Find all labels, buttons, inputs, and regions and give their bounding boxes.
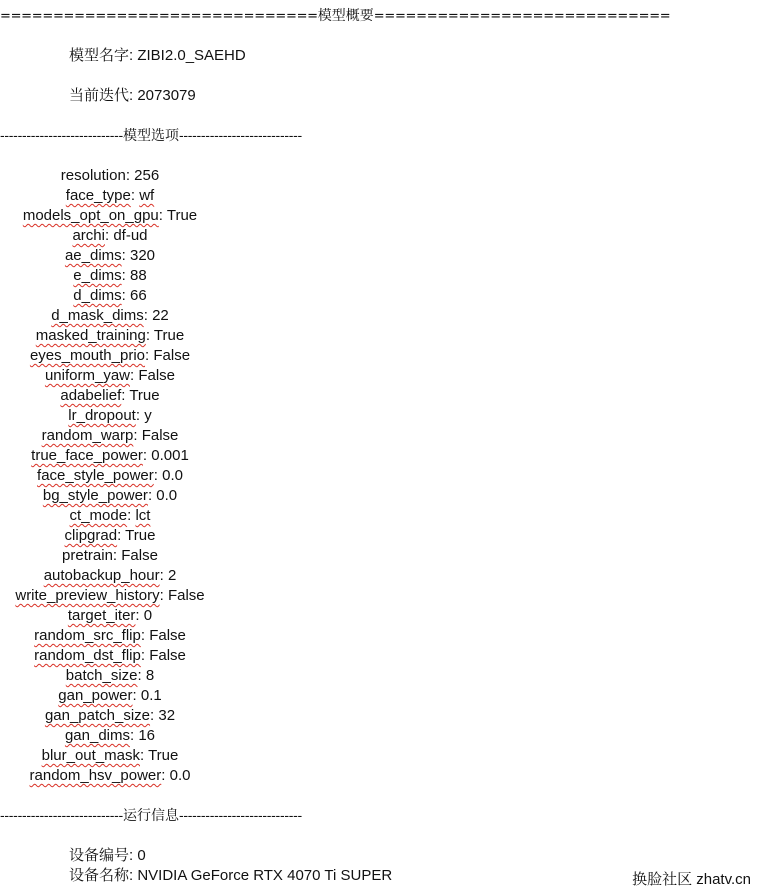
option-value: 88	[130, 267, 147, 284]
option-row	[0, 306, 220, 326]
option-row	[0, 666, 220, 686]
option-colon: :	[147, 487, 157, 504]
option-row	[0, 486, 220, 506]
option-value: True	[153, 327, 185, 344]
option-value: wf	[139, 187, 155, 204]
option-key: d_dims	[73, 287, 122, 304]
option-value: 16	[138, 727, 156, 744]
option-value: 22	[152, 307, 169, 324]
separator-right: ----------------------------	[178, 809, 302, 824]
option-colon: :	[158, 207, 167, 224]
device-index-row	[69, 846, 146, 866]
option-row	[0, 546, 220, 566]
separator-right: ----------------------------	[178, 129, 302, 144]
option-colon: :	[153, 467, 163, 484]
device-name-value: NVIDIA GeForce RTX 4070 Ti SUPER	[137, 867, 393, 884]
option-colon: :	[161, 767, 170, 784]
option-key: random_hsv_power	[29, 767, 162, 784]
option-value: 0	[143, 607, 153, 624]
current-iter-value: 2073079	[137, 87, 196, 104]
option-row	[0, 686, 220, 706]
option-row	[0, 186, 220, 206]
option-value: 0.0	[156, 487, 178, 504]
option-key: masked_training	[35, 327, 146, 344]
option-value: False	[149, 627, 186, 644]
model-name-label: 模型名字:	[69, 47, 134, 64]
option-colon: :	[145, 327, 154, 344]
option-value: False	[167, 587, 205, 604]
option-row	[0, 606, 220, 626]
option-row	[0, 766, 220, 786]
option-value: False	[153, 347, 191, 364]
option-colon: :	[142, 447, 152, 464]
option-colon: :	[130, 367, 139, 384]
separator-left: ==============================	[0, 9, 318, 24]
option-row	[0, 646, 220, 666]
option-row	[0, 446, 220, 466]
option-value: 256	[134, 167, 160, 184]
option-row	[0, 286, 220, 306]
options-separator	[0, 126, 302, 146]
option-value: True	[148, 747, 179, 764]
option-key: gan_patch_size	[44, 707, 151, 724]
option-colon: :	[130, 727, 139, 744]
option-value: False	[149, 647, 186, 664]
separator-left: ----------------------------	[0, 129, 123, 144]
option-key: uniform_yaw	[44, 367, 130, 384]
option-value: df-ud	[113, 227, 148, 244]
option-key: eyes_mouth_prio	[29, 347, 146, 364]
current-iter-row	[69, 86, 196, 106]
option-row	[0, 166, 220, 186]
option-row	[0, 426, 220, 446]
option-key: clipgrad	[64, 527, 118, 544]
option-row	[0, 406, 220, 426]
option-value: 32	[158, 707, 176, 724]
option-row	[0, 226, 220, 246]
option-key: gan_dims	[64, 727, 130, 744]
option-key: target_iter	[67, 607, 136, 624]
option-value: 8	[145, 667, 155, 684]
option-colon: :	[150, 707, 159, 724]
option-row	[0, 566, 220, 586]
option-key: ae_dims	[64, 247, 122, 264]
option-key: autobackup_hour	[43, 567, 160, 584]
option-colon: :	[135, 407, 145, 424]
option-value: True	[129, 387, 160, 404]
option-key: true_face_power	[31, 447, 143, 464]
option-value: 0.001	[151, 447, 189, 464]
option-row	[0, 626, 220, 646]
option-colon: :	[133, 427, 142, 444]
option-colon: :	[121, 387, 130, 404]
option-key: lr_dropout	[68, 407, 136, 424]
runtime-title: 运行信息	[122, 808, 179, 824]
option-colon: :	[159, 587, 168, 604]
option-key: d_mask_dims	[51, 307, 144, 324]
option-key: archi	[72, 227, 105, 244]
current-iter-label: 当前迭代:	[69, 87, 134, 104]
option-colon: :	[121, 287, 130, 304]
option-key: adabelief	[60, 387, 122, 404]
option-value: 2	[167, 567, 177, 584]
option-key: e_dims	[73, 267, 122, 284]
option-key: pretrain	[62, 547, 113, 564]
option-colon: :	[132, 687, 141, 704]
option-key: gan_power	[58, 687, 133, 704]
option-value: True	[166, 207, 198, 224]
option-colon: :	[137, 667, 146, 684]
option-row	[0, 386, 220, 406]
watermark: 换脸社区 zhatv.cn	[632, 871, 751, 888]
option-colon: :	[140, 627, 150, 644]
option-row	[0, 346, 220, 366]
option-value: True	[125, 527, 156, 544]
option-row	[0, 726, 220, 746]
overview-title: 模型概要	[317, 8, 374, 24]
device-name-label: 设备名称:	[69, 867, 134, 884]
option-row	[0, 466, 220, 486]
option-row	[0, 506, 220, 526]
option-colon: :	[140, 747, 149, 764]
option-value: False	[141, 427, 179, 444]
option-row	[0, 706, 220, 726]
option-colon: :	[112, 547, 122, 564]
option-key: models_opt_on_gpu	[22, 207, 159, 224]
device-index-value: 0	[137, 847, 146, 864]
option-key: blur_out_mask	[41, 747, 140, 764]
option-value: False	[138, 367, 176, 384]
option-value: lct	[135, 507, 151, 524]
option-key: resolution	[60, 167, 126, 184]
option-row	[0, 526, 220, 546]
option-colon: :	[130, 187, 140, 204]
option-key: face_type	[65, 187, 131, 204]
separator-right: ============================	[373, 9, 671, 24]
option-colon: :	[143, 307, 153, 324]
option-value: 0.1	[140, 687, 162, 704]
option-row	[0, 266, 220, 286]
option-row	[0, 746, 220, 766]
option-row	[0, 326, 220, 346]
option-colon: :	[135, 607, 144, 624]
option-colon: :	[159, 567, 168, 584]
device-name-row	[69, 866, 392, 886]
option-row	[0, 246, 220, 266]
option-row	[0, 366, 220, 386]
option-key: batch_size	[65, 667, 138, 684]
options-title: 模型选项	[122, 128, 179, 144]
device-index-label: 设备编号:	[69, 847, 134, 864]
runtime-separator	[0, 806, 302, 826]
option-key: write_preview_history	[15, 587, 160, 604]
option-row	[0, 586, 220, 606]
option-value: y	[144, 407, 152, 424]
option-colon: :	[127, 507, 136, 524]
option-colon: :	[104, 227, 114, 244]
option-value: 0.0	[169, 767, 191, 784]
overview-separator	[0, 6, 670, 26]
option-key: random_warp	[41, 427, 134, 444]
option-colon: :	[117, 527, 126, 544]
option-colon: :	[121, 267, 130, 284]
option-key: face_style_power	[37, 467, 154, 484]
option-value: 0.0	[162, 467, 183, 484]
option-key: ct_mode	[69, 507, 128, 524]
option-value: False	[121, 547, 158, 564]
option-colon: :	[145, 347, 154, 364]
option-colon: :	[121, 247, 130, 264]
model-name-value: ZIBI2.0_SAEHD	[137, 47, 246, 64]
option-colon: :	[140, 647, 150, 664]
model-name-row	[69, 46, 246, 66]
option-colon: :	[125, 167, 135, 184]
option-key: random_src_flip	[34, 627, 141, 644]
option-row	[0, 206, 220, 226]
option-value: 320	[130, 247, 156, 264]
option-key: bg_style_power	[42, 487, 148, 504]
option-value: 66	[130, 287, 147, 304]
option-key: random_dst_flip	[34, 647, 141, 664]
separator-left: ----------------------------	[0, 809, 123, 824]
